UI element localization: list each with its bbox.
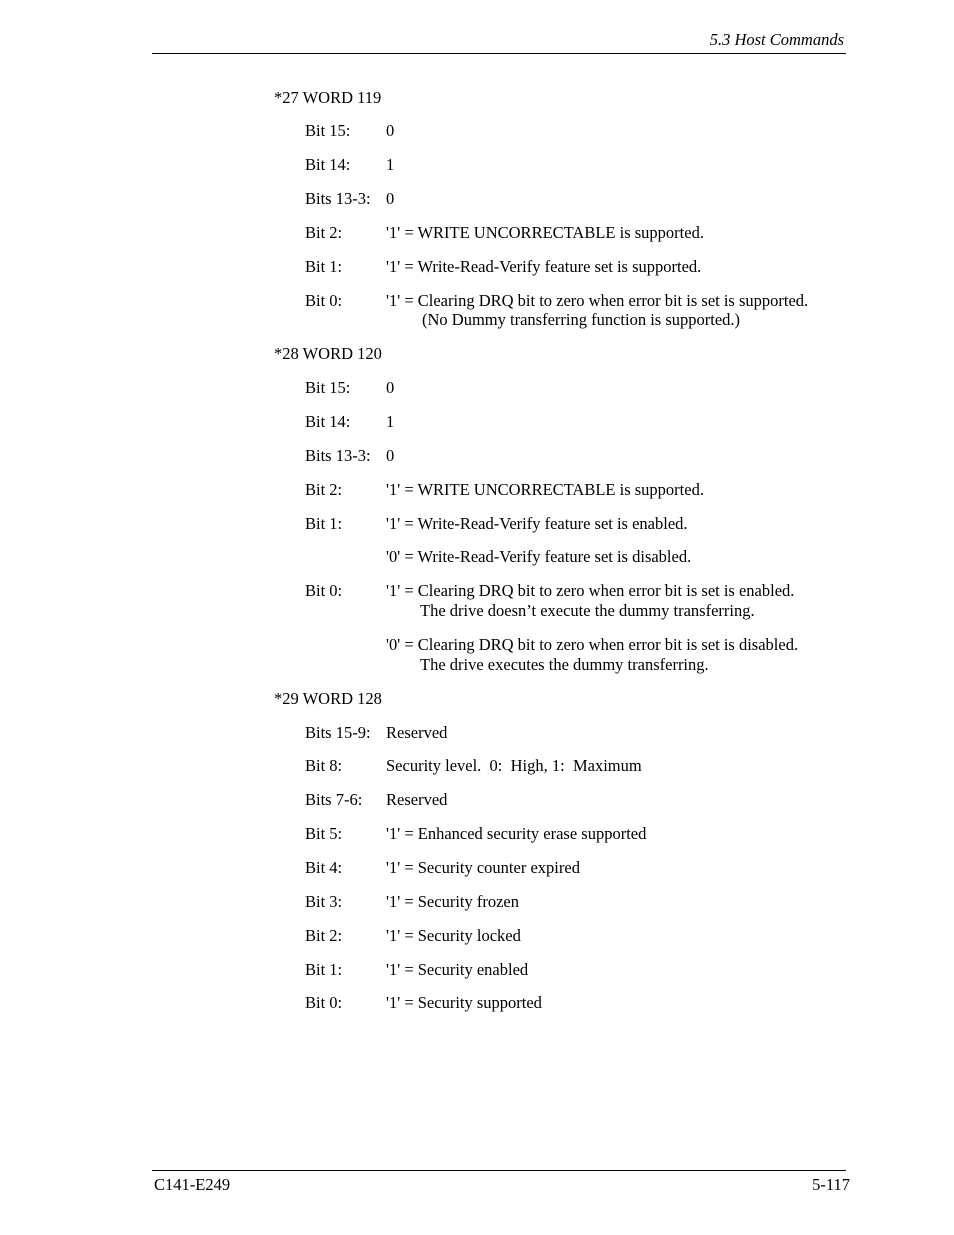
bit-value: 1 — [386, 412, 395, 431]
word-119-bit-row — [305, 155, 845, 177]
bit-label: Bits 7-6: — [305, 790, 363, 809]
bit-label: Bit 2: — [305, 480, 343, 499]
bit-label: Bit 3: — [305, 892, 343, 911]
word-120-bit-row — [305, 581, 845, 603]
word-119-bit-row — [305, 121, 845, 143]
bit-label: Bit 1: — [305, 960, 343, 979]
bit-value: 0 — [386, 189, 395, 208]
word-128-bit-row — [305, 993, 845, 1015]
bit-label: Bit 1: — [305, 514, 343, 533]
bit-label: Bit 15: — [305, 121, 351, 140]
bit-label: Bit 15: — [305, 378, 351, 397]
word-128-bit-row — [305, 926, 845, 948]
word-120-bit-row — [305, 635, 845, 657]
word-128-heading: *29 WORD 128 — [274, 689, 382, 708]
word-119-bit-row — [305, 257, 845, 279]
word-128-bit-row — [305, 960, 845, 982]
bit-value: '1' = Write-Read-Verify feature set is enabled. — [386, 514, 688, 533]
word-120-bit-row — [305, 446, 845, 468]
bit-value: 1 — [386, 155, 395, 174]
word-128-bit-row — [305, 723, 845, 745]
bit-value: '1' = Clearing DRQ bit to zero when error bit is set is supported. — [386, 291, 809, 310]
bit-0-disabled-note: The drive executes the dummy transferring. — [420, 655, 709, 674]
document-id: C141-E249 — [154, 1175, 231, 1194]
footer-rule — [152, 1170, 846, 1171]
page-number: 5-117 — [812, 1175, 850, 1194]
section-title: 5.3 Host Commands — [709, 30, 844, 49]
header-rule — [152, 53, 846, 54]
word-128-bit-row — [305, 892, 845, 914]
bit-value: '1' = Clearing DRQ bit to zero when error bit is set is enabled. — [386, 581, 795, 600]
word-128-bit-row — [305, 824, 845, 846]
bit-value: '1' = WRITE UNCORRECTABLE is supported. — [386, 480, 704, 499]
bit-value: '1' = Security enabled — [386, 960, 529, 979]
word-120-heading: *28 WORD 120 — [274, 344, 382, 363]
bit-value: '1' = Enhanced security erase supported — [386, 824, 647, 843]
word-119-bit-row — [305, 189, 845, 211]
bit-value: '1' = Write-Read-Verify feature set is supported. — [386, 257, 702, 276]
bit-label: Bit 1: — [305, 257, 343, 276]
bit-value: '1' = WRITE UNCORRECTABLE is supported. — [386, 223, 704, 242]
bit-label: Bit 4: — [305, 858, 343, 877]
bit-label: Bit 0: — [305, 581, 343, 600]
bit-0-note: (No Dummy transferring function is supported.) — [422, 310, 741, 329]
bit-value: 0 — [386, 378, 395, 397]
bit-label: Bit 14: — [305, 155, 351, 174]
bit-value: '1' = Security counter expired — [386, 858, 580, 877]
bit-0-enabled-note: The drive doesn’t execute the dummy transferring. — [420, 601, 755, 620]
word-120-bit-row — [305, 480, 845, 502]
bit-label: Bit 8: — [305, 756, 343, 775]
bit-label: Bit 14: — [305, 412, 351, 431]
bit-label: Bits 13-3: — [305, 189, 371, 208]
word-128-bit-row — [305, 858, 845, 880]
bit-value: Security level. 0: High, 1: Maximum — [386, 756, 642, 775]
bit-label: Bits 13-3: — [305, 446, 371, 465]
bit-label: Bit 5: — [305, 824, 343, 843]
bit-value: '0' = Clearing DRQ bit to zero when error bit is set is disabled. — [386, 635, 799, 654]
word-120-bit-row — [305, 547, 845, 569]
bit-label: Bit 2: — [305, 223, 343, 242]
word-120-bit-row — [305, 378, 845, 400]
word-119-bit-row — [305, 223, 845, 245]
bit-value: 0 — [386, 121, 395, 140]
bit-value: Reserved — [386, 790, 448, 809]
bit-label: Bit 0: — [305, 291, 343, 310]
bit-value: Reserved — [386, 723, 448, 742]
bit-value: '1' = Security locked — [386, 926, 521, 945]
bit-value: '1' = Security frozen — [386, 892, 519, 911]
bit-label: Bits 15-9: — [305, 723, 371, 742]
bit-value: '1' = Security supported — [386, 993, 542, 1012]
bit-label: Bit 2: — [305, 926, 343, 945]
word-120-bit-row — [305, 412, 845, 434]
word-128-bit-row — [305, 790, 845, 812]
bit-value: '0' = Write-Read-Verify feature set is disabled. — [386, 547, 692, 566]
bit-label: Bit 0: — [305, 993, 343, 1012]
word-119-heading: *27 WORD 119 — [274, 88, 382, 107]
bit-value: 0 — [386, 446, 395, 465]
word-128-bit-row — [305, 756, 845, 778]
word-120-bit-row — [305, 514, 845, 536]
